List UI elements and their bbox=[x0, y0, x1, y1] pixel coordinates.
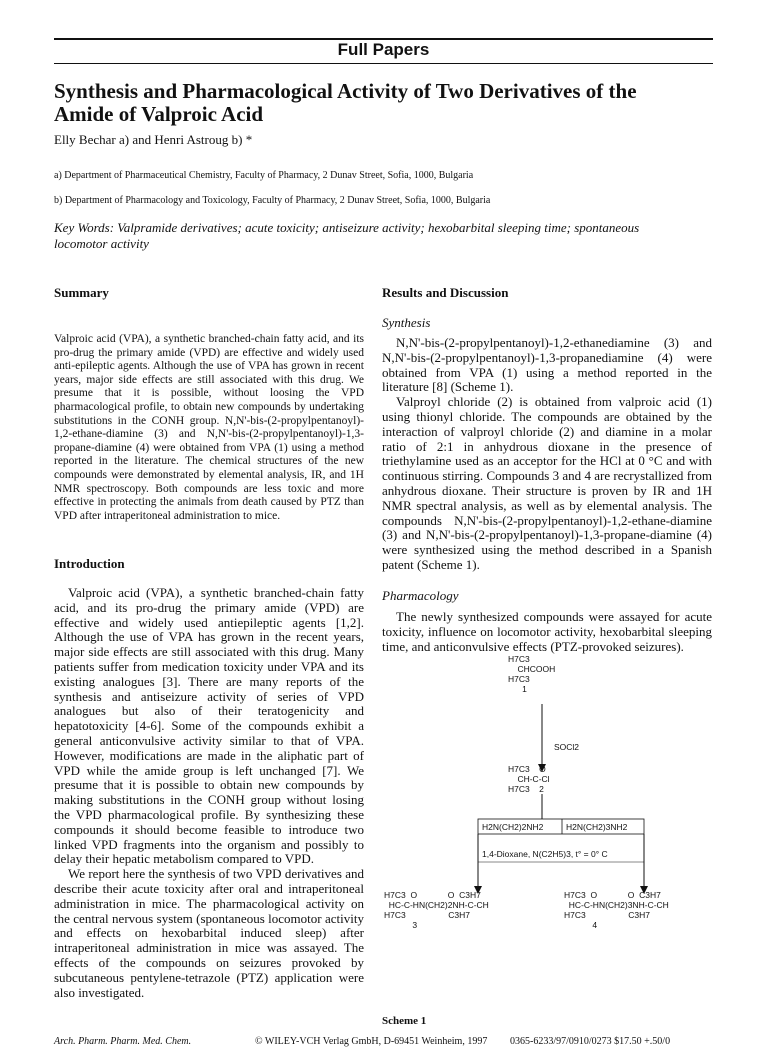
compound-2: H7C3 O CH-C-Cl H7C3 2 bbox=[508, 764, 550, 794]
pharmacology-body bbox=[382, 610, 712, 654]
footer-publisher: © WILEY-VCH Verlag GmbH, D-69451 Weinheim, 1997 bbox=[255, 1036, 488, 1047]
footer-journal: Arch. Pharm. Pharm. Med. Chem. bbox=[54, 1036, 192, 1047]
synthesis-body bbox=[382, 336, 712, 573]
scheme-label: Scheme 1 bbox=[382, 1015, 427, 1027]
scheme-1 bbox=[382, 654, 712, 1034]
section-header: Full Papers bbox=[337, 40, 430, 59]
intro-paragraph-1: Valproic acid (VPA), a synthetic branched-chain fatty acid, and its pro-drug the primary amide (VPD) are effective and widely used antiepileptic agents [1,2]. Although the use of VPA has grown in the recent years, major side effects are still associated with this drug. Many patients suffer from medication toxicity under VPA and its existing analogues [3]. There are many reports of the synthesis and antiseizure activity of series of VPD analogues but also of their teratogenicity and hepatotoxicity [4-6]. Some of the compounds exhibit a general anticonvulsive activity similar to that of VPA. However, modifications are made in the aliphatic part of VPD while the amide group is left unchanged [7]. We presume that it is possible to obtain new compounds by making substitutions in the CONH group without losing the VPD pharmacological profile. By synthesizing these compounds it should become feasible to introduce two linked VPD fragments into the organism and possibly to delay their hepatic metabolism compared to VPD. bbox=[54, 585, 364, 867]
scheme-arrows bbox=[382, 654, 712, 1014]
keywords: Key Words: Valpramide derivatives; acute toxicity; antiseizure activity; hexobarbital sleeping time; spontaneous locomotor activity bbox=[54, 220, 640, 251]
affiliation-b: b) Department of Pharmacology and Toxicology, Faculty of Pharmacy, 2 Dunav Street, Sofia, 1000, Bulgaria bbox=[54, 195, 491, 206]
synthesis-paragraph-1: N,N'-bis-(2-propylpentanoyl)-1,2-ethanediamine (3) and N,N'-bis-(2-propylpentanoyl)-1,3-propanediamine (4) were obtained from VPA (1) using a method reported in the literature [8] (Scheme 1). bbox=[382, 335, 712, 395]
affiliation-a: a) Department of Pharmaceutical Chemistry, Faculty of Pharmacy, 2 Dunav Street, Sofia, 1000, Bulgaria bbox=[54, 170, 474, 181]
pharmacology-heading: Pharmacology bbox=[382, 588, 459, 603]
reaction-conditions: 1,4-Dioxane, N(C2H5)3, t° = 0° C bbox=[482, 849, 608, 859]
footer-code: 0365-6233/97/0910/0273 $17.50 +.50/0 bbox=[510, 1036, 671, 1047]
introduction-body bbox=[54, 586, 364, 1000]
authors: Elly Bechar a) and Henri Astroug b) * bbox=[54, 132, 253, 147]
compound-3: H7C3 O O C3H7 HC-C-HN(CH2)2NH-C-CH H7C3 C3H7 3 bbox=[384, 890, 489, 930]
results-heading: Results and Discussion bbox=[382, 285, 509, 300]
compound-1: H7C3 CHCOOH H7C3 1 bbox=[508, 654, 556, 694]
synthesis-paragraph-2: Valproyl chloride (2) is obtained from valproic acid (1) using thionyl chloride. The compounds are obtained by the interaction of valproyl chloride (2) and diamine in a molar ratio of 2:1 in anhydrous dioxane in the presence of triethylamine used as an acceptor for the HCl at 0 °C and with continuous stirring. Compounds 3 and 4 are recrystallized from anhydrous dioxane. Their structure is proven by IR and 1H NMR spectral analysis, as well as by elemental analysis. The compounds N,N'-bis-(2-propylpentanoyl)-1,2-ethane-diamine (3) and N,N'-bis-(2-propylpentanoyl)-1,3-propane-diamine (4) were synthesized using the method described in a Spanish patent (Scheme 1). bbox=[382, 394, 712, 572]
diamine-propane: H2N(CH2)3NH2 bbox=[566, 822, 628, 832]
compound-4: H7C3 O O C3H7 HC-C-HN(CH2)3NH-C-CH H7C3 C3H7 4 bbox=[564, 890, 669, 930]
summary-text bbox=[54, 333, 364, 523]
header-rule bbox=[54, 63, 713, 64]
summary-heading: Summary bbox=[54, 285, 109, 300]
article-title: Synthesis and Pharmacological Activity of Two Derivatives of the Amide of Valproic Acid bbox=[54, 79, 637, 126]
pharmacology-paragraph: The newly synthesized compounds were assayed for acute toxicity, influence on locomotor activity, hexobarbital sleeping time, and anticonvulsive effects (PTZ-provoked seizures). bbox=[382, 609, 712, 654]
synthesis-heading: Synthesis bbox=[382, 315, 431, 330]
diamine-ethane: H2N(CH2)2NH2 bbox=[482, 822, 544, 832]
reagent-socl2: SOCl2 bbox=[554, 742, 580, 752]
summary-paragraph: Valproic acid (VPA), a synthetic branched-chain fatty acid, and its pro-drug the primary amide (VPD) are effective and widely used anti-epileptic agents. Although the use of VPA has grown in recent years, major side effects are still associated with this drug. We presume that it is possible, without loosing the VPD pharmacological profile, to obtain new compounds by undertaking substitutions in the CONH group. N,N'-bis-(2-propylpentanoyl)- 1,2-ethane-diamine (3) and N,N'-bis-(2-propylpentanoyl)-1,3-propane-diamine (4) were obtained from VPA (1) using a method reported in the literature. The chemical structures of the new compounds were demonstrated by elemental analysis, IR, and 1H NMR spectroscopy. Both compounds are less toxic and more effective in protecting the animals from death caused by PTZ than VPD after intraperitoneal administration to mice. bbox=[54, 333, 364, 522]
introduction-heading: Introduction bbox=[54, 556, 125, 571]
intro-paragraph-2: We report here the synthesis of two VPD derivatives and describe their acute toxicity after oral and intraperitoneal administration in mice. The pharmacological activity on the central nervous system (spontaneous locomotor activity and effects on hexobarbital induced sleep) after intraperitoneal administration in mice was assayed. The effects of the compounds on seizures provoked by subcutaneous pentylene-tetrazole (PTZ) application were also investigated. bbox=[54, 866, 364, 1000]
